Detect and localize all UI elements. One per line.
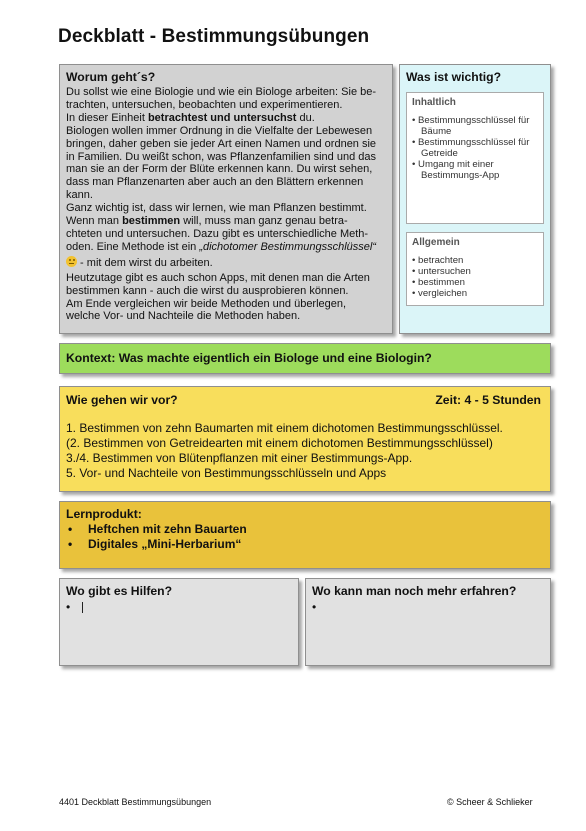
inhaltlich-list (412, 115, 538, 181)
hilfen-heading: Wo gibt es Hilfen? (66, 584, 173, 598)
lernprodukt-heading: Lernprodukt: (66, 507, 142, 521)
list-item: • Bestimmungsschlüssel für Getreide (412, 137, 538, 159)
lernprodukt-list (66, 522, 544, 552)
bullet: • (66, 600, 71, 614)
thinking-face-icon (66, 256, 77, 267)
zeit-label: Zeit: 4 - 5 Stunden (435, 393, 541, 407)
vorgehen-box (59, 386, 551, 492)
footer-copyright: © Scheer & Schlieker (447, 797, 533, 807)
worum-text (66, 86, 386, 323)
worum-line: - mit dem wirst du arbeiten. (66, 256, 386, 270)
worum-line: chteten und untersuchen. Dazu gibt es unterschiedliche Meth- (66, 227, 369, 240)
erfahren-entry[interactable] (312, 600, 544, 615)
allgemein-title: Allgemein (412, 237, 460, 248)
wichtig-box (399, 64, 551, 334)
kontext-text: Kontext: Was machte eigentlich ein Biologe und eine Biologin? (66, 351, 432, 365)
worum-line: bringen, daher geben sie jeder Art einen Namen und ordnen sie (66, 137, 377, 150)
kontext-box (59, 343, 551, 374)
worum-line: in Familien. Du weißt schon, was Pflanzenfamilien sind und das (66, 150, 376, 163)
vorgehen-steps (66, 421, 544, 481)
step-item: 1. Bestimmen von zehn Baumarten mit einem dichotomen Bestimmungsschlüssel. (66, 421, 503, 435)
worum-line: bestimmen kann - auch die wirst du ausprobieren können. (66, 284, 349, 297)
list-item: • Umgang mit einer Bestimmungs-App (412, 159, 538, 181)
worum-line: Ganz wichtig ist, dass wir lernen, wie man Pflanzen bestimmt. (66, 202, 367, 215)
list-item: • Bestimmungsschlüssel für Bäume (412, 115, 538, 137)
step-item: (2. Bestimmen von Getreidearten mit einem dichotomen Bestimmungsschlüssel) (66, 436, 493, 450)
lernprodukt-box (59, 501, 551, 569)
allgemein-box (406, 232, 544, 306)
page-title: Deckblatt - Bestimmungsübungen (58, 26, 370, 47)
erfahren-heading: Wo kann man noch mehr erfahren? (312, 584, 517, 598)
erfahren-box[interactable] (305, 578, 551, 666)
inhaltlich-title: Inhaltlich (412, 97, 456, 108)
worum-line: kann. (66, 189, 93, 202)
worum-line: In dieser Einheit betrachtest und untersuchst du. (66, 111, 315, 124)
footer-doc-title: 4401 Deckblatt Bestimmungsübungen (59, 797, 212, 807)
step-item: 3./4. Bestimmen von Blütenpflanzen mit einer Bestimmungs-App. (66, 451, 413, 465)
list-item: • bestimmen (412, 277, 538, 288)
worum-line: Wenn man bestimmen will, muss man ganz genau betra- (66, 215, 348, 228)
list-item: • betrachten (412, 255, 538, 266)
worum-line: dass man Pflanzenarten aber auch an den Blättern erkennen (66, 176, 364, 189)
worum-line: oden. Eine Methode ist ein „dichotomer Bestimmungsschlüssel“ (66, 240, 376, 253)
worum-line: man sie an der Form der Blüte erkennen kann. Du wirst sehen, (66, 163, 373, 176)
worum-line: Biologen wollen immer Ordnung in die Vielfalte der Lebewesen (66, 124, 373, 137)
bullet: • (312, 600, 317, 614)
vorgehen-heading: Wie gehen wir vor? (66, 393, 178, 407)
list-item: • Digitales „Mini-Herbarium“ (66, 537, 544, 552)
vorgehen-header (66, 393, 544, 408)
worum-line: Am Ende vergleichen wir beide Methoden und überlegen, (66, 297, 347, 310)
worum-line: welche Vor- und Nachteile die Methoden haben. (66, 310, 301, 323)
wichtig-heading: Was ist wichtig? (406, 70, 502, 84)
list-item: • untersuchen (412, 266, 538, 277)
inhaltlich-box (406, 92, 544, 224)
hilfen-entry[interactable] (66, 600, 292, 615)
worum-box (59, 64, 393, 334)
method-name: „dichotomer Bestimmungsschlüssel“ (199, 240, 376, 253)
list-item: • vergleichen (412, 288, 538, 299)
worum-line: Du sollst wie eine Biologie und wie ein Biologe arbeiten: Sie be- (66, 86, 377, 98)
emphasis-text: betrachtest und untersuchst (147, 111, 297, 124)
step-item: 5. Vor- und Nachteile von Bestimmungsschlüsseln und Apps (66, 466, 387, 480)
worum-line: Heutzutage gibt es auch schon Apps, mit denen man die Arten (66, 271, 370, 284)
text-cursor (82, 602, 83, 613)
allgemein-list (412, 255, 538, 299)
list-item: • Heftchen mit zehn Bauarten (66, 522, 544, 537)
hilfen-box[interactable] (59, 578, 299, 666)
worum-heading: Worum geht´s? (66, 70, 156, 84)
emphasis-text: bestimmen (122, 215, 181, 228)
worum-line: trachten, untersuchen, beobachten und experimentieren. (66, 98, 343, 111)
